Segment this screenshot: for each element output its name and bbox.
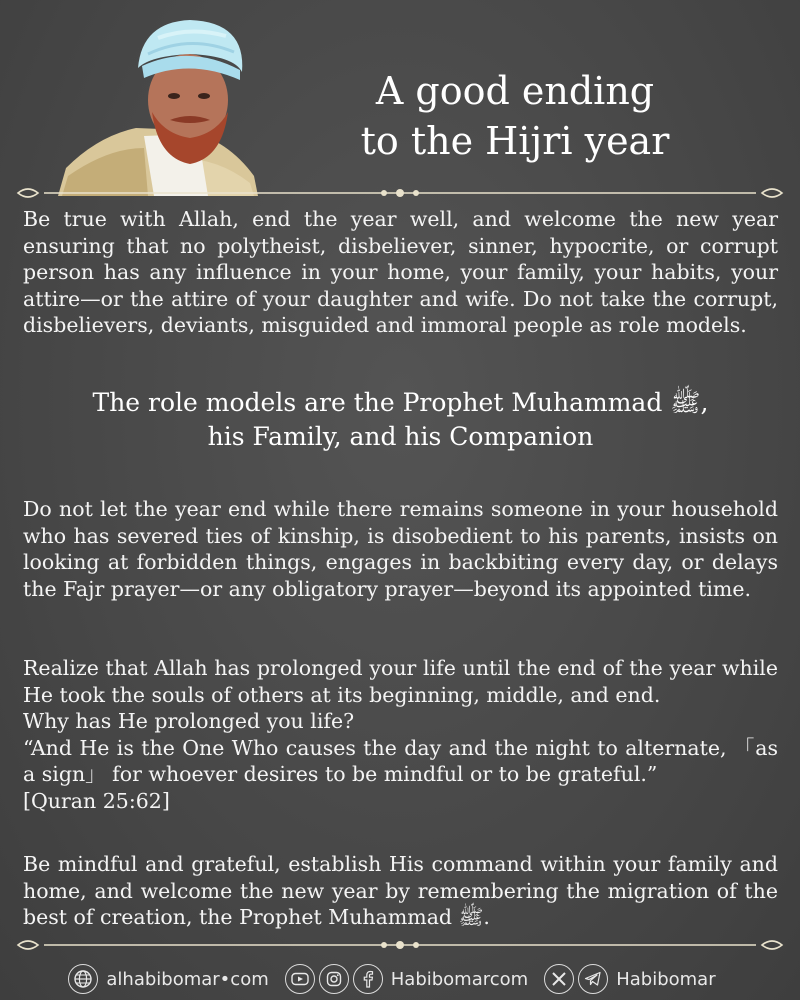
role-models-heading bbox=[23, 386, 778, 454]
title-line-1: A good ending bbox=[375, 69, 655, 113]
ornament-divider-bottom bbox=[14, 937, 786, 953]
telegram-icon[interactable] bbox=[578, 964, 608, 994]
ornament-divider-top bbox=[14, 185, 786, 201]
role-models-line-2: his Family, and his Companion bbox=[207, 422, 594, 451]
paragraph-3-text: Realize that Allah has prolonged your life until the end of the year while He took the souls of others at its beginning, middle, and end. bbox=[23, 656, 778, 707]
quran-reference: [Quran 25:62] bbox=[23, 788, 170, 813]
instagram-icon[interactable] bbox=[319, 964, 349, 994]
handle-habibomar[interactable]: Habibomar bbox=[616, 968, 716, 990]
portrait-image bbox=[58, 8, 258, 196]
footer bbox=[0, 958, 800, 1000]
role-models-line-1: The role models are the Prophet Muhammad ﷺ, bbox=[92, 388, 709, 417]
x-icon[interactable] bbox=[544, 964, 574, 994]
paragraph-3 bbox=[23, 655, 778, 814]
title-line-2: to the Hijri year bbox=[360, 119, 670, 163]
paragraph-4: Be mindful and grateful, establish His command within your family and home, and welcome the new year by remembering the migration of the best of creation, the Prophet Muhammad ﷺ. bbox=[23, 852, 778, 929]
globe-icon[interactable] bbox=[68, 964, 98, 994]
paragraph-3-question: Why has He prolonged you life? bbox=[23, 709, 355, 733]
page-title bbox=[300, 66, 730, 166]
handle-habibomarcom[interactable]: Habibomarcom bbox=[390, 968, 529, 990]
paragraph-2: Do not let the year end while there remains someone in your household who has severed ties of kinship, is disobedient to his parents, insists on looking at forbidden things, engages in backbiting every day, or delays the Fajr prayer—or any obligatory prayer—beyond its appointed time. bbox=[23, 497, 778, 601]
paragraph-1: Be true with Allah, end the year well, and welcome the new year ensuring that no polytheist, disbeliever, sinner, hypocrite, or corrupt person has any influence in your home, your family, your habits, your attire—or the attire of your daughter and wife. Do not take the corrupt, disbelievers, deviants, misguided and immoral people as role models. bbox=[23, 207, 778, 337]
quran-quote: “And He is the One Who causes the day and the night to alternate, 「as a sign」 for whoever desires to be mindful or to be grateful.” bbox=[23, 735, 778, 786]
website-link[interactable]: alhabibomar•com bbox=[106, 968, 269, 990]
youtube-icon[interactable] bbox=[285, 964, 315, 994]
facebook-icon[interactable] bbox=[353, 964, 383, 994]
